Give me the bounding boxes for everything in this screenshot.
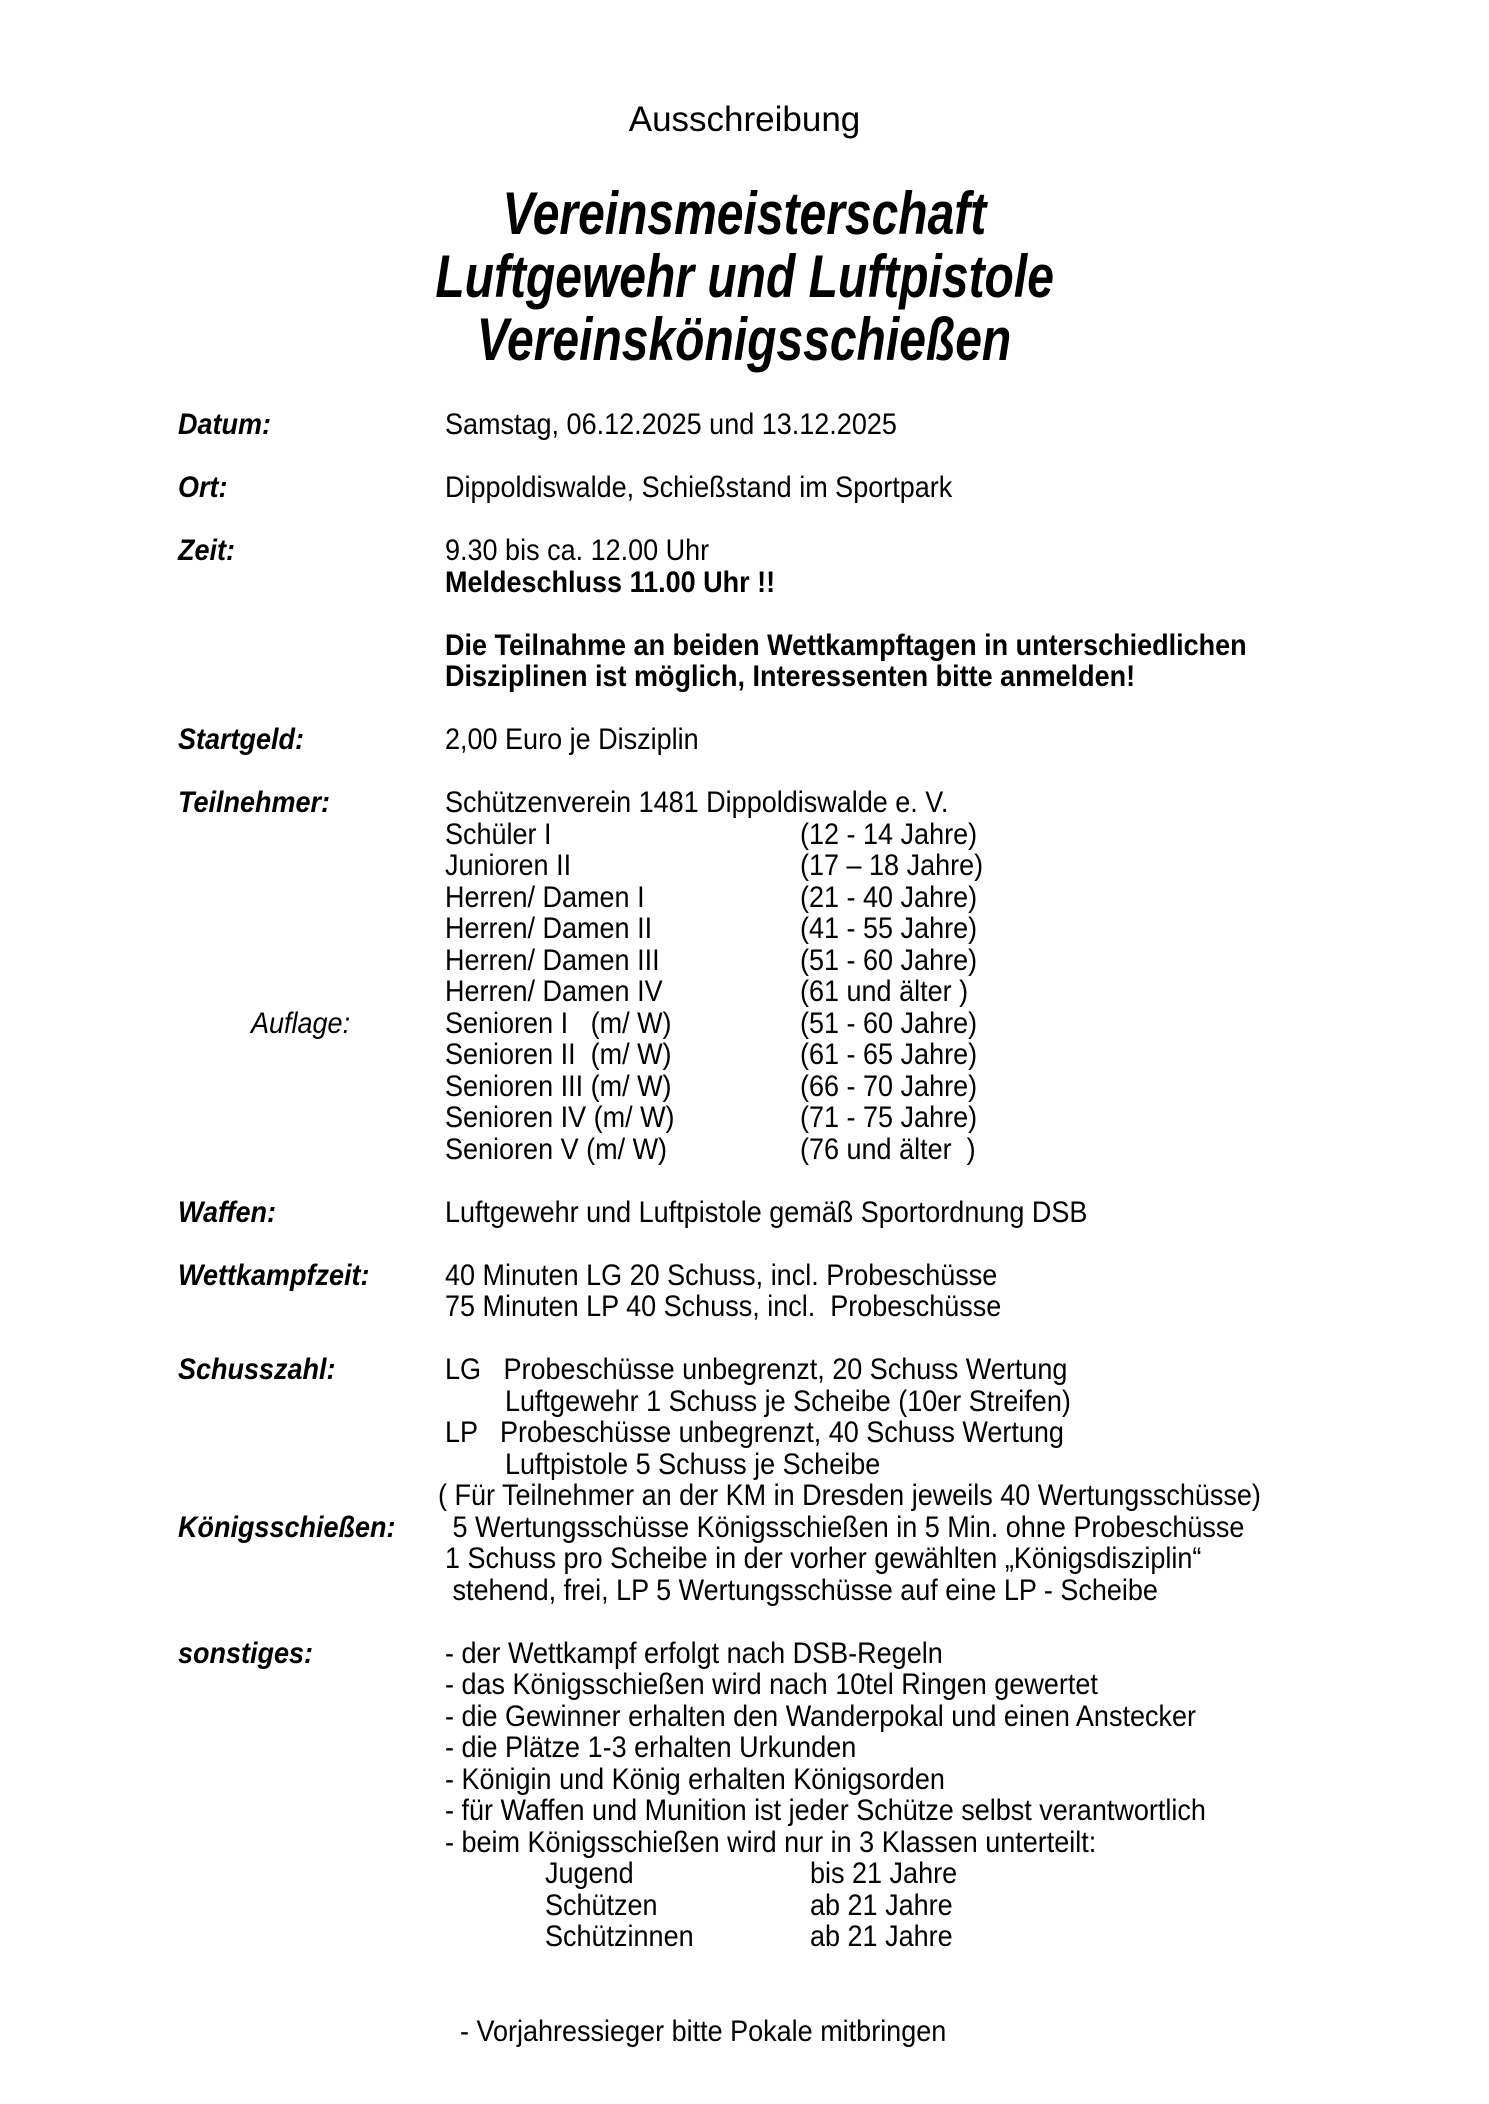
waffen-value: Luftgewehr und Luftpistole gemäß Sportordnung DSB — [445, 1195, 1088, 1229]
datum-label: Datum: — [178, 408, 272, 441]
kicker — [0, 100, 1489, 140]
class-name: Junioren II — [445, 849, 572, 882]
field-row-koenigsschiessen — [0, 1512, 1489, 1544]
class-row — [0, 913, 1489, 945]
field-row-sonstiges — [0, 1638, 1489, 1670]
hinweis-text-2: Disziplinen ist möglich, Interessenten bitte anmelden! — [445, 660, 1136, 693]
km-hinweis-row — [0, 1480, 1489, 1512]
spacer — [0, 1984, 1489, 2016]
kicker-text: Ausschreibung — [628, 100, 861, 139]
spacer — [0, 1228, 1489, 1260]
schluss-hinweis-row — [0, 2016, 1489, 2048]
main-title — [0, 182, 1489, 371]
field-row-datum — [0, 409, 1489, 441]
field-row-schusszahl — [0, 1354, 1489, 1386]
km-hinweis-text: ( Für Teilnehmer an der KM in Dresden jeweils 40 Wertungsschüsse) — [438, 1479, 1261, 1512]
sonstiges-item-row — [0, 1827, 1489, 1859]
main-title-line-1: Vereinsmeisterschaft — [502, 180, 987, 247]
field-row-ort — [0, 472, 1489, 504]
field-row-zeit — [0, 535, 1489, 567]
sonstiges-item: - die Plätze 1-3 erhalten Urkunden — [445, 1731, 857, 1764]
class-row-auflage — [0, 1008, 1489, 1040]
class-age: (71 - 75 Jahre) — [800, 1101, 978, 1134]
field-row-startgeld — [0, 724, 1489, 756]
field-row-koenigsschiessen-3 — [0, 1575, 1489, 1607]
class-age: (76 und älter ) — [800, 1132, 976, 1166]
schusszahl-label: Schusszahl: — [178, 1353, 336, 1386]
class-name: Herren/ Damen II — [445, 912, 653, 945]
class-row — [0, 976, 1489, 1008]
class-name: Senioren I (m/ W) — [445, 1006, 672, 1040]
koenig-class-row — [0, 1858, 1489, 1890]
sonstiges-item: - Königin und König erhalten Königsorden — [445, 1762, 945, 1796]
sonstiges-item-row — [0, 1701, 1489, 1733]
schusszahl-lg-2: Luftgewehr 1 Schuss je Scheibe (10er Streifen) — [445, 1384, 1071, 1418]
class-row — [0, 1039, 1489, 1071]
sonstiges-item-row — [0, 1764, 1489, 1796]
field-row-waffen — [0, 1197, 1489, 1229]
meldeschluss-value: Meldeschluss 11.00 Uhr !! — [445, 565, 776, 599]
ort-value: Dippoldiswalde, Schießstand im Sportpark — [445, 471, 953, 504]
koenig-class-age: bis 21 Jahre — [810, 1857, 958, 1890]
koenigsschiessen-line-1: 5 Wertungsschüsse Königsschießen in 5 Min. ohne Probeschüsse — [445, 1510, 1245, 1544]
schluss-hinweis-text: - Vorjahressieger bitte Pokale mitbringen — [460, 2014, 947, 2048]
schusszahl-lg-1: LG Probeschüsse unbegrenzt, 20 Schuss Wertung — [445, 1353, 1068, 1386]
class-name: Schüler I — [445, 817, 552, 851]
field-row-schusszahl-lp2 — [0, 1449, 1489, 1481]
startgeld-label: Startgeld: — [178, 723, 305, 756]
sonstiges-item: - für Waffen und Munition ist jeder Schütze selbst verantwortlich — [445, 1794, 1206, 1827]
koenig-class-name: Schützen — [545, 1888, 658, 1922]
zeit-label: Zeit: — [178, 534, 235, 567]
class-name: Senioren II (m/ W) — [445, 1038, 672, 1071]
field-row-meldeschluss — [0, 567, 1489, 599]
class-age: (61 - 65 Jahre) — [800, 1038, 978, 1071]
class-age: (61 und älter ) — [800, 975, 969, 1008]
class-name: Herren/ Damen IV — [445, 975, 663, 1008]
class-row — [0, 945, 1489, 977]
wettkampfzeit-line-1: 40 Minuten LG 20 Schuss, incl. Probeschüsse — [445, 1258, 998, 1292]
teilnahme-hinweis-line-2 — [0, 661, 1489, 693]
class-age: (41 - 55 Jahre) — [800, 912, 978, 945]
zeit-value: 9.30 bis ca. 12.00 Uhr — [445, 534, 710, 567]
ort-label: Ort: — [178, 471, 228, 504]
wettkampfzeit-line-2: 75 Minuten LP 40 Schuss, incl. Probeschüsse — [445, 1290, 1002, 1323]
class-name: Senioren III (m/ W) — [445, 1069, 672, 1103]
koenigsschiessen-line-2: 1 Schuss pro Scheibe in der vorher gewählten „Königsdisziplin“ — [445, 1542, 1202, 1575]
spacer — [0, 504, 1489, 536]
koenig-class-row — [0, 1890, 1489, 1922]
class-row — [0, 882, 1489, 914]
class-age: (51 - 60 Jahre) — [800, 1006, 978, 1040]
class-row — [0, 1102, 1489, 1134]
sonstiges-item-row — [0, 1669, 1489, 1701]
document-body — [0, 409, 1489, 2047]
spacer — [0, 756, 1489, 788]
sonstiges-label: sonstiges: — [178, 1636, 314, 1670]
sonstiges-item-row — [0, 1795, 1489, 1827]
startgeld-value: 2,00 Euro je Disziplin — [445, 723, 699, 756]
koenigsschiessen-label: Königsschießen: — [178, 1510, 396, 1544]
class-age: (12 - 14 Jahre) — [800, 817, 978, 851]
class-row — [0, 1071, 1489, 1103]
sonstiges-item: - die Gewinner erhalten den Wanderpokal und einen Anstecker — [445, 1699, 1196, 1733]
field-row-wettkampfzeit — [0, 1260, 1489, 1292]
spacer — [0, 1323, 1489, 1355]
wettkampfzeit-label: Wettkampfzeit: — [178, 1258, 370, 1292]
datum-value: Samstag, 06.12.2025 und 13.12.2025 — [445, 408, 897, 441]
field-row-wettkampfzeit-2 — [0, 1291, 1489, 1323]
spacer — [0, 598, 1489, 630]
spacer — [0, 1953, 1489, 1985]
spacer — [0, 441, 1489, 473]
class-age: (66 - 70 Jahre) — [800, 1069, 978, 1103]
field-row-koenigsschiessen-2 — [0, 1543, 1489, 1575]
field-row-schusszahl-lg2 — [0, 1386, 1489, 1418]
schusszahl-lp-1: LP Probeschüsse unbegrenzt, 40 Schuss Wertung — [445, 1416, 1064, 1449]
teilnehmer-label: Teilnehmer: — [178, 786, 331, 819]
auflage-label: Auflage: — [251, 1006, 351, 1040]
hinweis-text-1: Die Teilnahme an beiden Wettkampftagen in unterschiedlichen — [445, 628, 1247, 662]
class-row — [0, 850, 1489, 882]
class-row — [0, 1134, 1489, 1166]
teilnehmer-verein: Schützenverein 1481 Dippoldiswalde e. V. — [445, 786, 949, 819]
sonstiges-item: - der Wettkampf erfolgt nach DSB-Regeln — [445, 1636, 943, 1670]
koenig-class-row — [0, 1921, 1489, 1953]
koenig-class-age: ab 21 Jahre — [810, 1920, 953, 1953]
sonstiges-item-row — [0, 1732, 1489, 1764]
sonstiges-item: - beim Königsschießen wird nur in 3 Klassen unterteilt: — [445, 1825, 1097, 1859]
sonstiges-item: - das Königsschießen wird nach 10tel Ringen gewertet — [445, 1668, 1098, 1701]
koenigsschiessen-line-3: stehend, frei, LP 5 Wertungsschüsse auf eine LP - Scheibe — [445, 1573, 1158, 1607]
spacer — [0, 1606, 1489, 1638]
field-row-schusszahl-lp1 — [0, 1417, 1489, 1449]
main-title-line-2: Luftgewehr und Luftpistole — [435, 243, 1054, 310]
class-name: Senioren IV (m/ W) — [445, 1101, 675, 1134]
schusszahl-lp-2: Luftpistole 5 Schuss je Scheibe — [445, 1447, 881, 1481]
class-name: Senioren V (m/ W) — [445, 1132, 668, 1166]
spacer — [0, 693, 1489, 725]
field-row-teilnehmer — [0, 787, 1489, 819]
waffen-label: Waffen: — [178, 1195, 277, 1229]
koenig-class-name: Schützinnen — [545, 1920, 694, 1953]
class-row — [0, 819, 1489, 851]
spacer — [0, 1165, 1489, 1197]
koenig-class-name: Jugend — [545, 1857, 634, 1890]
koenig-class-age: ab 21 Jahre — [810, 1888, 953, 1922]
class-age: (51 - 60 Jahre) — [800, 943, 978, 977]
class-name: Herren/ Damen I — [445, 880, 645, 914]
teilnahme-hinweis-line-1 — [0, 630, 1489, 662]
class-age: (21 - 40 Jahre) — [800, 880, 978, 914]
main-title-line-3: Vereinskönigsschießen — [477, 306, 1012, 373]
class-name: Herren/ Damen III — [445, 943, 660, 977]
class-age: (17 – 18 Jahre) — [800, 849, 984, 882]
